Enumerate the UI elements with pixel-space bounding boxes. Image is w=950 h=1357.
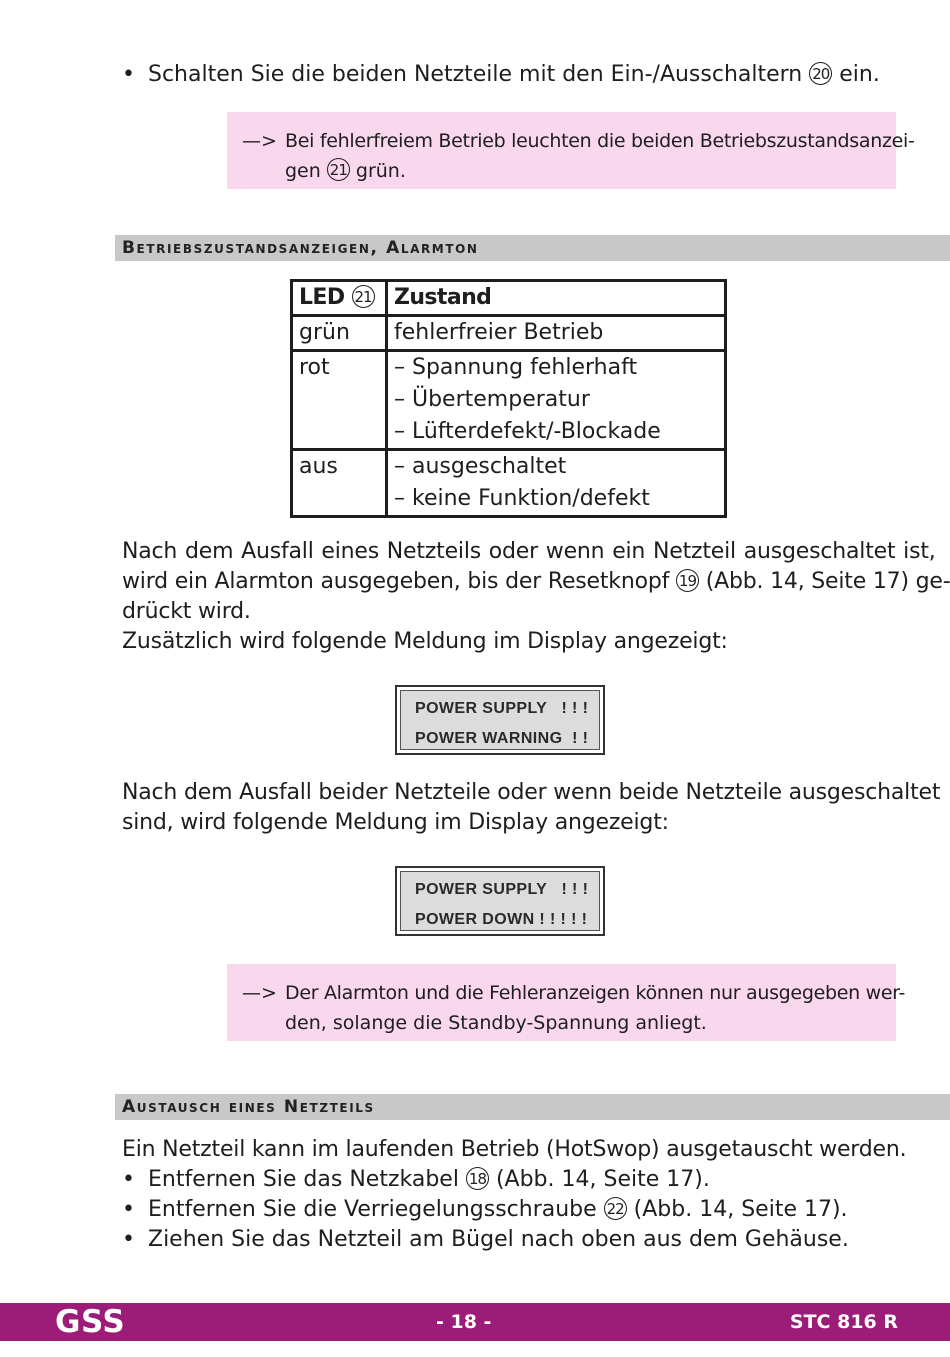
bullet-dot: • xyxy=(122,1227,135,1252)
note-1-line-1: Bei fehlerfreiem Betrieb leuchten die beiden Betriebszustandsanzei- xyxy=(285,130,915,152)
note-2-text xyxy=(285,978,906,1038)
state-line: fehlerfreier Betrieb xyxy=(394,320,604,345)
list-item-text xyxy=(148,1195,848,1225)
ref-number-21: 21 xyxy=(327,158,350,181)
note-2-line-2: den, solange die Standby-Spannung anliegt. xyxy=(285,1012,707,1034)
paragraph-both-down xyxy=(122,778,941,838)
paragraph-line: Nach dem Ausfall beider Netzteile oder wenn beide Netzteile ausgeschaltet xyxy=(122,780,941,805)
paragraph-hotswap: Ein Netzteil kann im laufenden Betrieb (HotSwop) ausgetauscht werden. xyxy=(122,1137,907,1162)
display-line: POWER SUPPLY ! ! ! xyxy=(415,881,589,898)
led-cell: rot xyxy=(292,351,387,450)
state-line: – Spannung fehlerhaft xyxy=(394,355,638,380)
intro-bullet-text xyxy=(148,60,880,90)
list-item-after: (Abb. 14, Seite 17). xyxy=(495,1167,710,1192)
paragraph-line: Nach dem Ausfall eines Netzteils oder wenn ein Netzteil ausgeschaltet ist, xyxy=(122,539,936,564)
display-screen xyxy=(400,690,600,750)
led-status-table xyxy=(290,279,727,518)
paragraph-alarm xyxy=(122,537,950,657)
display-line: POWER WARNING ! ! xyxy=(415,730,589,747)
model-name: STC 816 R xyxy=(789,1311,898,1333)
brand-logo: GSS xyxy=(55,1304,126,1340)
note-1-line-2-before: gen xyxy=(285,160,321,182)
ref-number-18: 18 xyxy=(466,1167,489,1190)
page-footer xyxy=(0,1303,950,1341)
header-state: Zustand xyxy=(387,281,726,316)
led-cell: grün xyxy=(292,316,387,351)
display-line: POWER DOWN ! ! ! ! ! xyxy=(415,911,588,928)
list-item-before: Entfernen Sie die Verriegelungsschraube xyxy=(148,1197,597,1222)
header-led xyxy=(292,281,387,316)
display-message-warning xyxy=(395,685,605,755)
table-header-row xyxy=(292,281,726,316)
ref-number-20: 20 xyxy=(809,62,832,85)
paragraph-line xyxy=(122,567,950,597)
paragraph-line-after: (Abb. 14, Seite 17) ge- xyxy=(705,569,950,594)
list-item-after: (Abb. 14, Seite 17). xyxy=(633,1197,848,1222)
state-cell xyxy=(387,351,726,450)
led-cell: aus xyxy=(292,450,387,517)
info-note-2 xyxy=(227,964,906,1041)
ref-number-21: 21 xyxy=(352,285,375,308)
paragraph-line: Zusätzlich wird folgende Meldung im Display angezeigt: xyxy=(122,629,728,654)
state-line: – ausgeschaltet xyxy=(394,454,567,479)
display-message-down xyxy=(395,866,605,936)
note-1-line-2 xyxy=(285,156,885,186)
state-line: – Lüfterdefekt/-Blockade xyxy=(394,419,661,444)
state-cell xyxy=(387,316,726,351)
header-led-label: LED xyxy=(299,285,345,310)
page-number: - 18 - xyxy=(436,1311,492,1333)
bullet-dot: • xyxy=(122,62,135,87)
bullet-dot: • xyxy=(122,1167,135,1192)
state-line: – Übertemperatur xyxy=(394,387,590,412)
paragraph-line-before: wird ein Alarmton ausgegeben, bis der Resetknopf xyxy=(122,569,670,594)
intro-bullet-after: ein. xyxy=(839,62,880,87)
bullet-dot: • xyxy=(122,1197,135,1222)
list-item-text: Ziehen Sie das Netzteil am Bügel nach oben aus dem Gehäuse. xyxy=(148,1227,849,1252)
state-line: – keine Funktion/defekt xyxy=(394,486,650,511)
info-note-1 xyxy=(227,112,915,189)
table-row xyxy=(292,450,726,517)
note-arrow-icon: —> xyxy=(242,130,277,152)
display-screen xyxy=(400,871,600,931)
list-item-text xyxy=(148,1165,710,1195)
table-row xyxy=(292,351,726,450)
intro-bullet-before: Schalten Sie die beiden Netzteile mit den Ein-/Ausschaltern xyxy=(148,62,803,87)
paragraph-line: sind, wird folgende Meldung im Display angezeigt: xyxy=(122,810,669,835)
ref-number-22: 22 xyxy=(604,1197,627,1220)
ref-number-19: 19 xyxy=(676,569,699,592)
note-1-line-2-after: grün. xyxy=(355,160,406,182)
paragraph-line: drückt wird. xyxy=(122,599,251,624)
note-1-text xyxy=(285,126,915,186)
note-arrow-icon: —> xyxy=(242,982,277,1004)
table-row xyxy=(292,316,726,351)
list-item-before: Entfernen Sie das Netzkabel xyxy=(148,1167,459,1192)
section-heading-replacement: Austausch eines Netzteils xyxy=(115,1094,950,1120)
state-cell xyxy=(387,450,726,517)
display-line: POWER SUPPLY ! ! ! xyxy=(415,700,589,717)
note-2-line-1: Der Alarmton und die Fehleranzeigen können nur ausgegeben wer- xyxy=(285,982,906,1004)
section-heading-status: Betriebszustandsanzeigen, Alarmton xyxy=(115,235,950,261)
